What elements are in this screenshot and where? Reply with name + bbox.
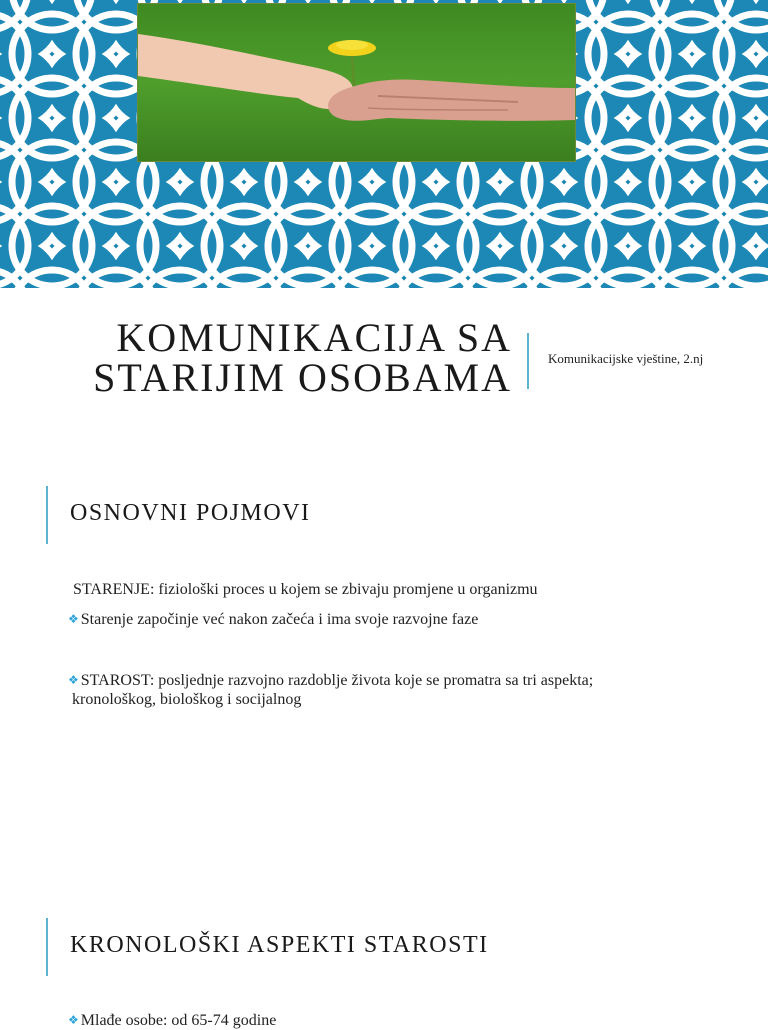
diamond-bullet-icon: ❖ <box>68 673 79 687</box>
list-item-text-continued: kronološkog, biološkog i socijalnog <box>72 691 302 708</box>
presentation-subtitle: Komunikacijske vještine, 2.nj <box>548 351 704 366</box>
title-line-1: KOMUNIKACIJA SA <box>116 315 512 360</box>
list-item-text: Mlađe osobe: od 65-74 godine <box>80 1012 277 1029</box>
list-item <box>68 1011 276 1030</box>
title-banner <box>0 0 768 288</box>
section-accent-bar <box>46 918 48 976</box>
starenje-definition: STARENJE: fiziološki proces u kojem se zbivaju promjene u organizmu <box>73 581 538 598</box>
list-item <box>68 671 728 709</box>
list-item-text: Starenje započinje već nakon začeća i ima svoje razvojne faze <box>80 611 479 628</box>
section-heading: OSNOVNI POJMOVI <box>70 500 311 526</box>
presentation-title <box>52 315 512 400</box>
hands-holding-dandelion-photo <box>137 3 576 162</box>
diamond-bullet-icon: ❖ <box>68 612 79 626</box>
title-area <box>0 288 768 408</box>
diamond-bullet-icon: ❖ <box>68 1013 79 1027</box>
section-heading: KRONOLOŠKI ASPEKTI STAROSTI <box>70 932 489 958</box>
title-divider <box>527 333 529 389</box>
section-accent-bar <box>46 486 48 544</box>
list-item-text: STAROST: posljednje razvojno razdoblje života koje se promatra sa tri aspekta; <box>80 672 594 689</box>
list-item <box>68 610 478 629</box>
title-line-2: STARIJIM OSOBAMA <box>93 355 512 400</box>
